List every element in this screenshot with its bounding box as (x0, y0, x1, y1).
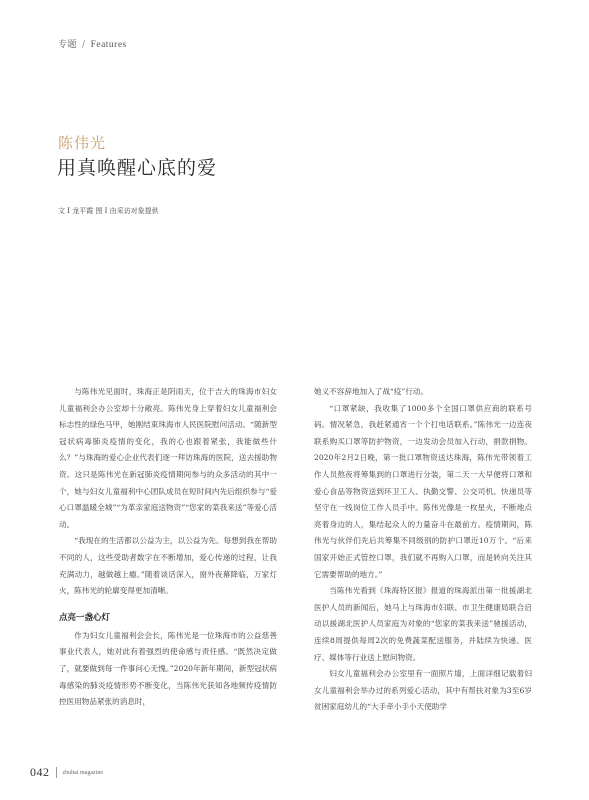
magazine-name: zhuhai magazine (62, 769, 103, 776)
right-column (314, 384, 532, 716)
article-title: 用真唤醒心底的爱 (57, 157, 218, 179)
paragraph: 妇女儿童福利会办公室里有一面照片墙，上面详细记载着妇女儿童福利会举办过的系列爱心活动，其中有帮扶对象为3至6岁贫困家庭幼儿的“大手牵小手小天使助学 (314, 669, 532, 712)
paragraph: 作为妇女儿童福利会会长，陈伟光是一位珠海市的公益慈善事业代表人，她对此有着强烈的使命感与责任感。“既然决定做了，就要做到每一件事问心无愧。”2020年新年期间，新型冠状病毒感染的肺炎疫情形势不断变化，当陈伟光获知各地频传疫情防控医用物品紧张的消息时， (59, 630, 277, 707)
paragraph: 当陈伟光看到《珠海特区报》报道的珠海派出第一批援湖北医护人员的新闻后，她马上与珠海市妇联、市卫生健康局联合启动以援湖北医护人员家庭为对象的“您家的菜我来送”驰援活动，连续8周提供每周2次的免费蔬菜配送服务，并陆续为快递、医疗、媒体等行业送上慰问物资。 (314, 586, 532, 662)
section-label-cn: 专题 (58, 40, 78, 50)
article-credit: 文 I 龙平霞 图 I 由采访对象提供 (58, 207, 159, 215)
section-label-en: Features (90, 40, 127, 50)
paragraph: 她义不容辞地加入了战“疫”行动。 (314, 387, 429, 396)
section-heading: 点亮一盏心灯 (59, 612, 111, 623)
left-column (59, 384, 277, 711)
person-name: 陈伟光 (58, 134, 107, 152)
header-separator: / (82, 40, 86, 50)
footer-divider (56, 767, 57, 778)
paragraph: “口罩紧缺，我收集了1000多个全国口罩供应商的联系号码。情况紧急，我赶紧通宵一个个打电话联系。”陈伟光一边连夜联系购买口罩等防护物资，一边发动会员加入行动，捐款捐物。2020年2月2日晚，第一批口罩物资送达珠海，陈伟光带领着工作人员熬夜将筹集到的口罩进行分装，第二天一大早便将口罩和爱心食品等物资送到环卫工人、执勤交警、公交司机、快递员等坚守在一线岗位工作人员手中。陈伟光像是一枚星火，不断地点亮着身边的人，集结起众人的力量奋斗在最前方。疫情期间，陈伟光与伙伴们先后共筹集不同级别的防护口罩近10万个。“后来国家开始正式管控口罩，我们就不再购入口罩，而是转向关注其它需要帮助的地方。” (314, 403, 532, 579)
paragraph: 与陈伟光见面时，珠海正是阴雨天，位于吉大的珠海市妇女儿童福利会办公室却十分敞亮。陈伟光身上穿着妇女儿童福利会标志性的绿色马甲，她刚结束珠海市人民医院慰问活动。“随新型冠状病毒肺炎疫情的变化，我的心也跟着紧张，我能做些什么？”与珠海的爱心企业代表们逐一拜访珠海的医院，送去援助物资。这只是陈伟光在新冠肺炎疫情期间参与的众多活动的其中一个，她与妇女儿童福利中心团队成员在短时间内先后组织参与“爱心口罩温暖全城”“为革亲家庭送物资”“您家的菜我来送”等爱心活动。 (59, 387, 277, 529)
page-footer (30, 765, 103, 780)
page-number: 042 (30, 765, 50, 779)
section-header (58, 37, 127, 50)
paragraph: “我现在的生活都以公益为主，以公益为先。每想到我在帮助不同的人，这些受助者数字在不断增加，爱心传递的过程，让我充满动力，越做越上瘾。”随着谈话深入，窗外夜幕降临，万家灯火，陈伟光的轮廓变得更加清晰。 (59, 536, 277, 596)
